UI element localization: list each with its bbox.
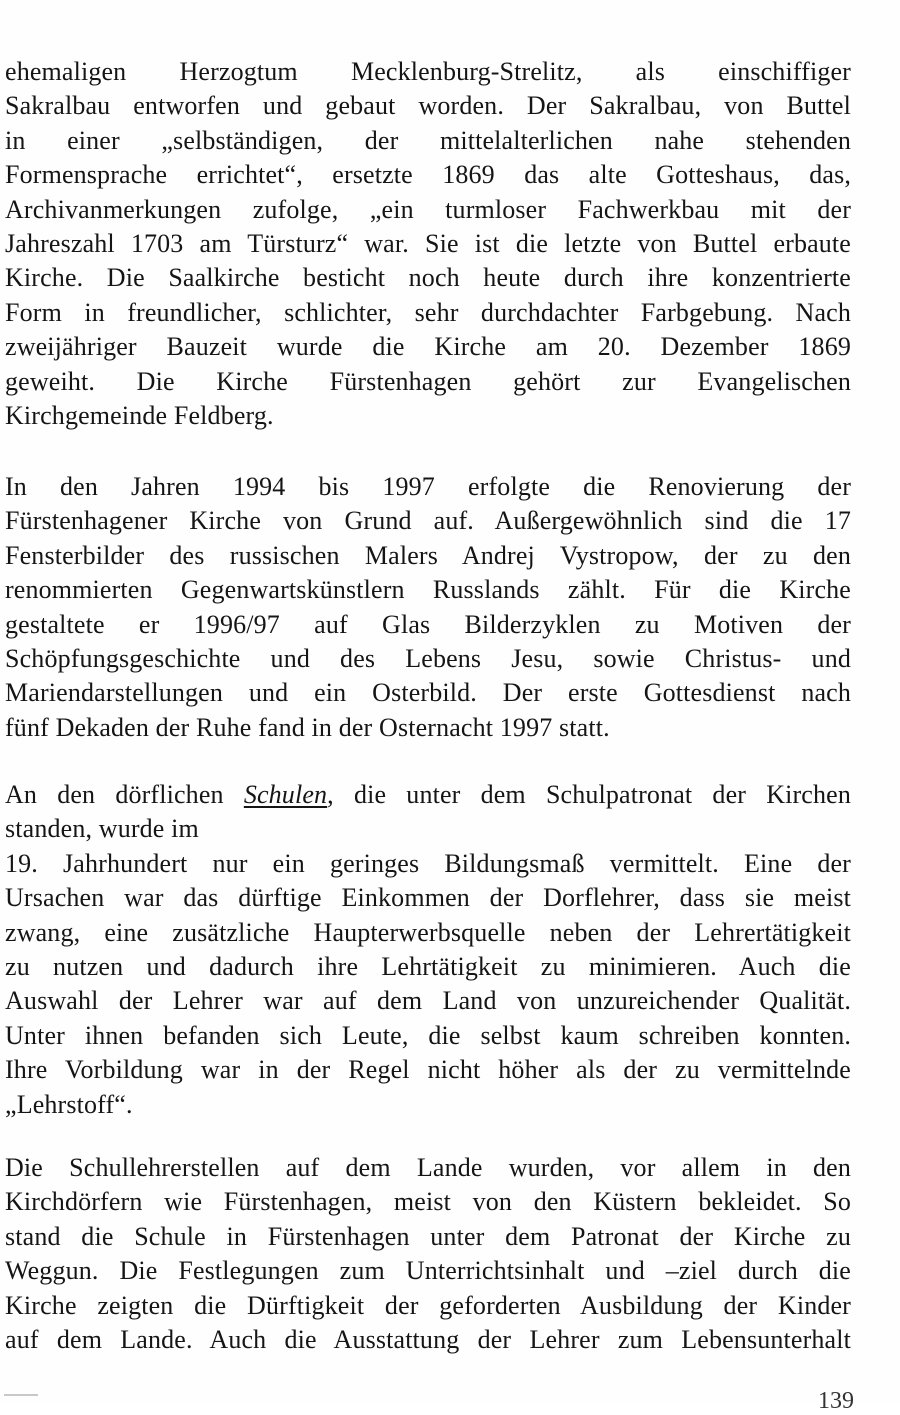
text-line: Weggun. Die Festlegungen zum Unterrichtsinhalt und –ziel durch die — [5, 1256, 851, 1286]
text-line: Jahreszahl 1703 am Türsturz“ war. Sie ist die letzte von Buttel erbaute — [5, 228, 851, 258]
text-line: fünf Dekaden der Ruhe fand in der Osternacht 1997 statt. — [5, 712, 610, 742]
text-line: Unter ihnen befanden sich Leute, die selbst kaum schreiben konnten. — [5, 1020, 851, 1050]
page-number: 139 — [818, 1388, 854, 1414]
text-line: Kirchdörfern wie Fürstenhagen, meist von den Küstern bekleidet. So — [5, 1187, 851, 1217]
text-line: gestaltete er 1996/97 auf Glas Bilderzyklen zu Motiven der — [5, 609, 851, 639]
text-line: Die Schullehrerstellen auf dem Lande wurden, vor allem in den — [5, 1153, 851, 1182]
text-line: zu nutzen und dadurch ihre Lehrtätigkeit zu minimieren. Auch die — [5, 951, 851, 981]
text-line: Kirche zeigten die Dürftigkeit der geforderten Ausbildung der Kinder — [5, 1290, 851, 1320]
text-line: Sakralbau entworfen und gebaut worden. Der Sakralbau, von Buttel — [5, 91, 851, 121]
text-line: renommierten Gegenwartskünstlern Russlands zählt. Für die Kirche — [5, 575, 851, 605]
text-line: Ihre Vorbildung war in der Regel nicht höher als der zu vermittelnde — [5, 1055, 851, 1085]
text-line: Schöpfungsgeschichte und des Lebens Jesu, sowie Christus- und — [5, 643, 851, 673]
text-line: stand die Schule in Fürstenhagen unter dem Patronat der Kirche zu — [5, 1221, 851, 1251]
text-fragment: , die unter dem Schulpatronat der Kirchen — [327, 780, 851, 809]
text-line: Kirche. Die Saalkirche besticht noch heute durch ihre konzentrierte — [5, 263, 851, 293]
text-line — [5, 778, 851, 812]
emphasized-term-schulen: Schulen — [243, 780, 328, 809]
text-line: zwang, eine zusätzliche Haupterwerbsquelle neben der Lehrertätigkeit — [5, 917, 851, 947]
paragraph-2 — [5, 470, 851, 745]
text-line: zweijähriger Bauzeit wurde die Kirche am 20. Dezember 1869 — [5, 332, 851, 362]
text-line: Kirchgemeinde Feldberg. — [5, 400, 274, 430]
text-line: Fürstenhagener Kirche von Grund auf. Außergewöhnlich sind die 17 — [5, 506, 851, 536]
text-line: ehemaligen Herzogtum Mecklenburg-Strelitz, als einschiffiger — [5, 57, 851, 86]
scan-edge-mark — [4, 1394, 38, 1396]
text-fragment: An den dörflichen — [5, 780, 244, 809]
text-line: In den Jahren 1994 bis 1997 erfolgte die Renovierung der — [5, 472, 851, 501]
text-line: Form in freundlicher, schlichter, sehr durchdachter Farbgebung. Nach — [5, 297, 851, 327]
text-line: 19. Jahrhundert nur ein geringes Bildungsmaß vermittelt. Eine der — [5, 848, 851, 878]
paragraph-4 — [5, 1151, 851, 1357]
text-line: Archivanmerkungen zufolge, „ein turmloser Fachwerkbau mit der — [5, 194, 851, 224]
paragraph-3 — [5, 778, 851, 1122]
text-line: standen, wurde im — [5, 814, 199, 844]
text-line: Auswahl der Lehrer war auf dem Land von unzureichender Qualität. — [5, 986, 851, 1016]
text-line: Formensprache errichtet“, ersetzte 1869 das alte Gotteshaus, das, — [5, 160, 851, 190]
text-line: Mariendarstellungen und ein Osterbild. Der erste Gottesdienst nach — [5, 678, 851, 708]
text-line: geweiht. Die Kirche Fürstenhagen gehört zur Evangelischen — [5, 366, 851, 396]
text-line: Fensterbilder des russischen Malers Andrej Vystropow, der zu den — [5, 540, 851, 570]
text-line: in einer „selbständigen, der mittelalterlichen nahe stehenden — [5, 125, 851, 155]
text-line: auf dem Lande. Auch die Ausstattung der Lehrer zum Lebensunterhalt — [5, 1324, 851, 1354]
text-line: „Lehrstoff“. — [5, 1089, 133, 1119]
text-line: Ursachen war das dürftige Einkommen der Dorflehrer, dass sie meist — [5, 883, 851, 913]
paragraph-1 — [5, 55, 851, 433]
